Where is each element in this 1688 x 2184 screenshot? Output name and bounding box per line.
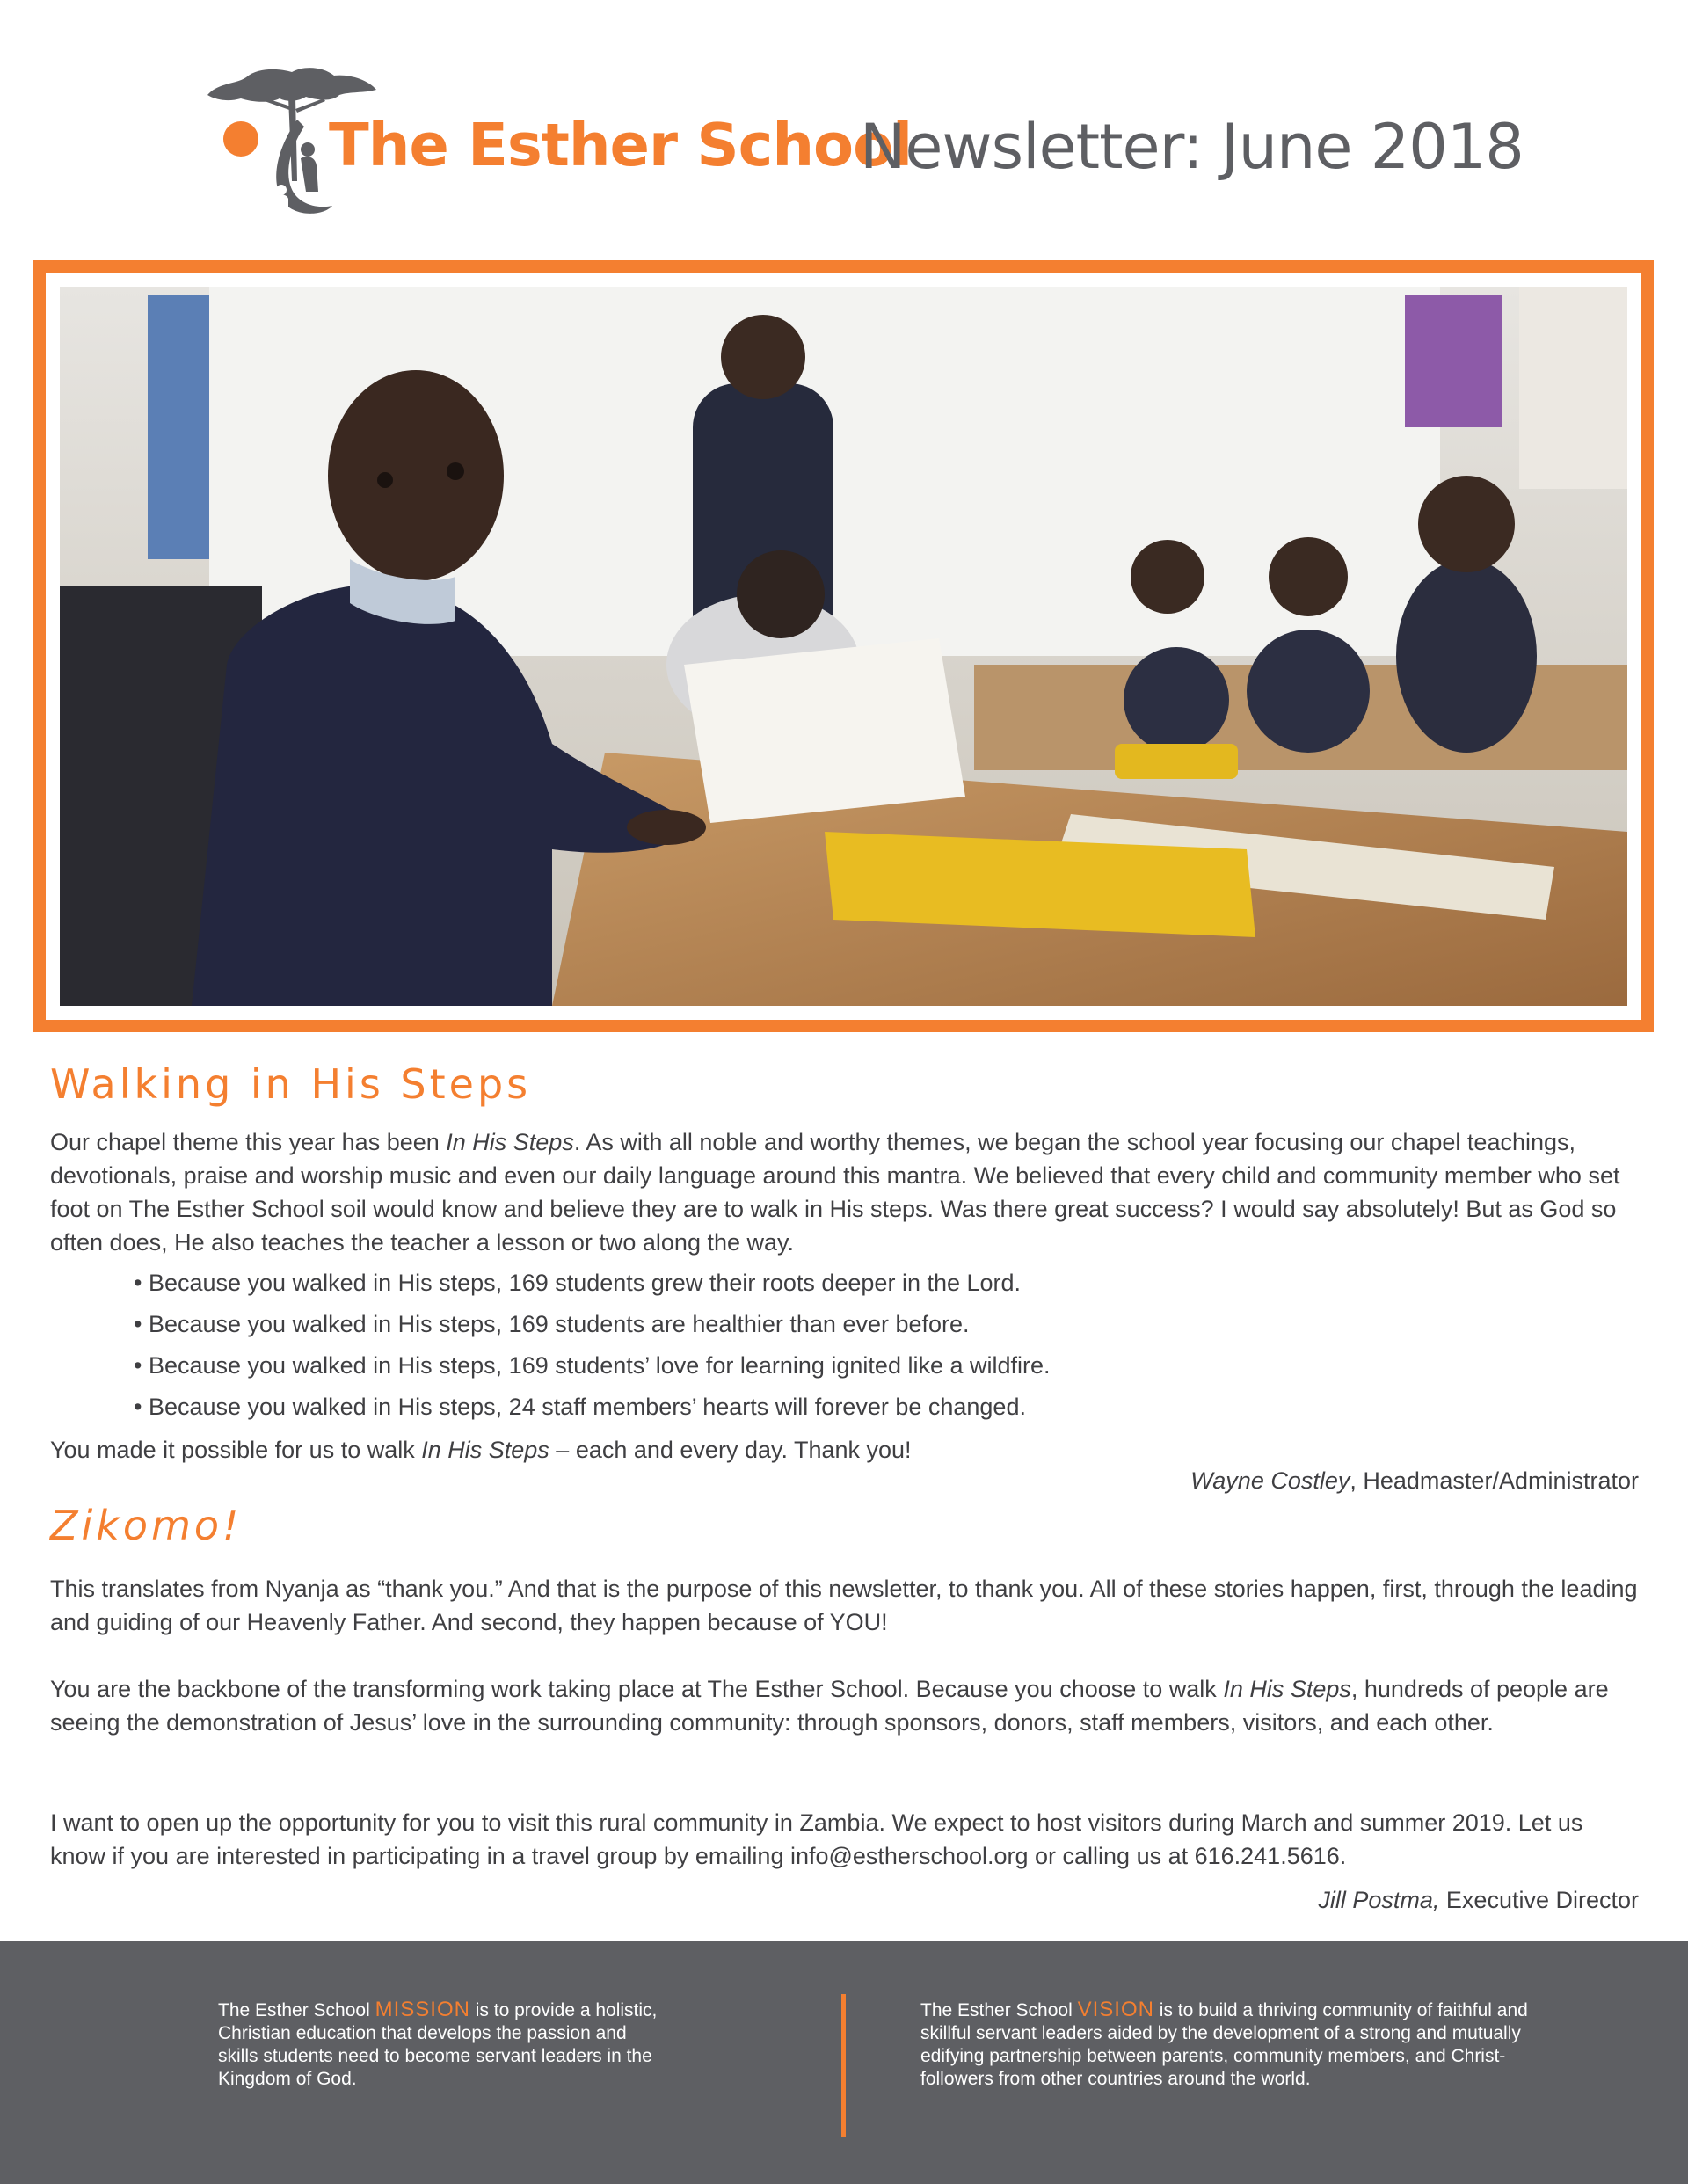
school-brand-name: The Esther School <box>329 111 913 179</box>
list-item: • Because you walked in His steps, 24 staff members’ hearts will forever be changed. <box>134 1387 1051 1428</box>
mission-statement: The Esther School MISSION is to provide a holistic, Christian education that develops the passion and skills students need to become servant leaders in the Kingdom of God. <box>218 1998 658 2089</box>
footer-divider <box>841 1994 846 2137</box>
article2-paragraph-3: I want to open up the opportunity for you to visit this rural community in Zambia. We expect to host visitors during March and summer 2019. Let us know if you are interested in participating in a travel group by emailing info@estherschool.org or calling us at 616.241.5616. <box>50 1809 1583 1869</box>
article-heading-walking: Walking in His Steps <box>50 1060 532 1108</box>
article-heading-zikomo: Zikomo! <box>50 1502 243 1549</box>
vision-statement: The Esther School VISION is to build a thriving community of faithful and skillful servant leaders aided by the development of a strong and mutually edifying partnership between parents, community members, and Christ-followers from other countries around the world. <box>920 1998 1528 2089</box>
newsletter-issue-title: Newsletter: June 2018 <box>860 111 1524 183</box>
vision-keyword: VISION <box>1077 1998 1154 2021</box>
list-item: • Because you walked in His steps, 169 students’ love for learning ignited like a wildfire. <box>134 1345 1051 1387</box>
classroom-photo <box>60 287 1627 1006</box>
article2-paragraph-1: This translates from Nyanja as “thank you.” And that is the purpose of this newsletter, to thank you. All of these stories happen, first, through the leading and guiding of our Heavenly Father. And second, they happen because of YOU! <box>50 1576 1638 1635</box>
article1-closing: You made it possible for us to walk In His Steps – each and every day. Thank you! <box>50 1437 912 1463</box>
classroom-photo-icon <box>60 287 1627 1006</box>
brand-cross-letter: t <box>541 111 569 179</box>
hero-photo-mat <box>46 273 1641 1020</box>
article2-signature: Jill Postma, Executive Director <box>1318 1887 1639 1913</box>
article2-paragraph-2: You are the backbone of the transforming work taking place at The Esther School. Because you choose to walk In His Steps, hundreds of people are seeing the demonstration of Jesus’ love in the surrounding community: through sponsors, donors, staff members, visitors, and each other. <box>50 1676 1609 1736</box>
hero-photo-frame <box>33 260 1654 1032</box>
impact-bullet-list <box>134 1263 1051 1428</box>
newsletter-header <box>0 0 1688 255</box>
article1-intro: Our chapel theme this year has been In His Steps. As with all noble and worthy themes, we began the school year focusing our chapel teachings, devotionals, praise and worship music and even our daily language around this mantra. We believed that every child and community member who set foot on The Esther School soil would know and believe they are to walk in His steps. Was there great success? I would say absolutely! But as God so often does, He also teaches the teacher a lesson or two along the way. <box>50 1129 1620 1256</box>
mission-keyword: MISSION <box>375 1998 470 2021</box>
mission-vision-footer <box>0 1941 1688 2184</box>
list-item: • Because you walked in His steps, 169 students are healthier than ever before. <box>134 1304 1051 1345</box>
list-item: • Because you walked in His steps, 169 students grew their roots deeper in the Lord. <box>134 1263 1051 1304</box>
article1-signature: Wayne Costley, Headmaster/Administrator <box>1190 1467 1639 1494</box>
